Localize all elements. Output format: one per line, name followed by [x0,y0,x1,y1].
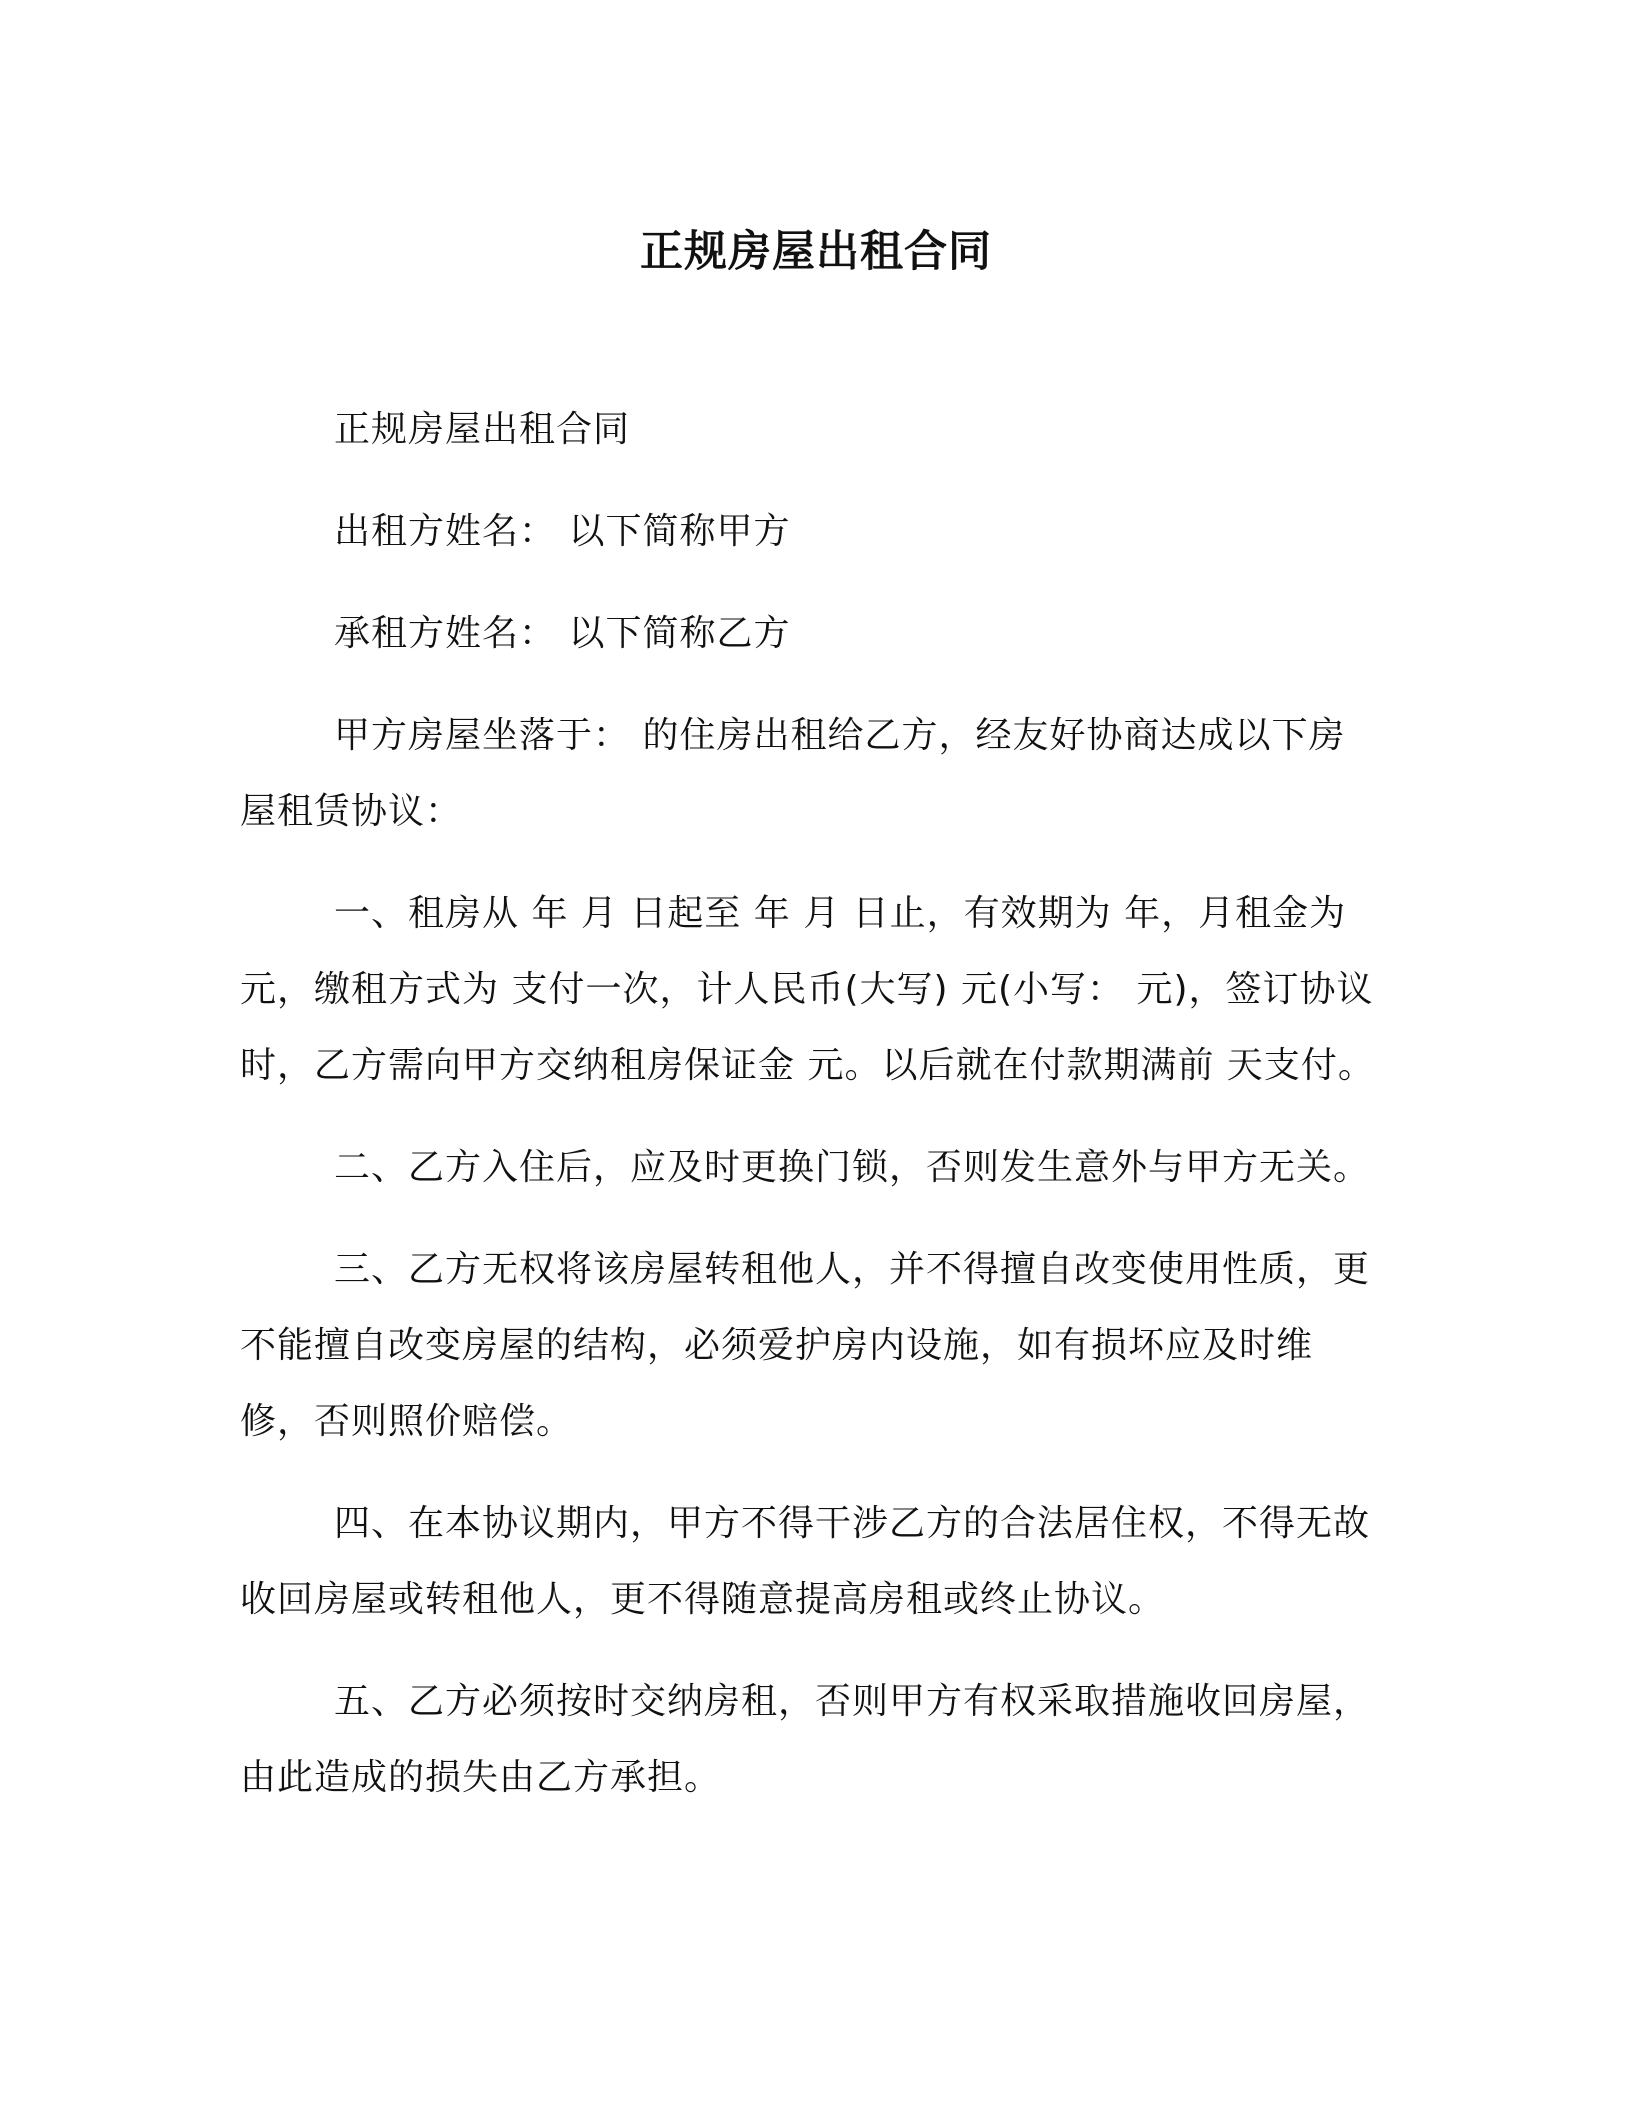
paragraph-location: 甲方房屋坐落于： 的住房出租给乙方，经友好协商达成以下房屋租赁协议： [240,715,1346,832]
document-title: 正规房屋出租合同 [640,227,992,277]
paragraph-heading: 正规房屋出租合同 [334,409,631,450]
clause-5: 五、乙方必须按时交纳房租，否则甲方有权采取措施收回房屋，由此造成的损失由乙方承担。 [240,1681,1371,1798]
clause-2: 二、乙方入住后，应及时更换门锁，否则发生意外与甲方无关。 [334,1147,1371,1188]
document-body [240,392,1380,1816]
clause-4: 四、在本协议期内，甲方不得干涉乙方的合法居住权，不得无故收回房屋或转租他人，更不得随意提高房租或终止协议。 [240,1503,1371,1620]
paragraph-lessee: 承租方姓名： 以下简称乙方 [334,613,791,654]
clause-1: 一、租房从 年 月 日起至 年 月 日止，有效期为 年，月租金为 元，缴租方式为 支付一次，计人民币(大写) 元(小写： 元)，签订协议时，乙方需向甲方交纳租房保证金 元。以后就在付款期满前 天支付。 [240,893,1375,1086]
clause-3: 三、乙方无权将该房屋转租他人，并不得擅自改变使用性质，更不能擅自改变房屋的结构，必须爱护房内设施，如有损坏应及时维修，否则照价赔偿。 [240,1249,1371,1442]
paragraph-lessor: 出租方姓名： 以下简称甲方 [334,511,791,552]
